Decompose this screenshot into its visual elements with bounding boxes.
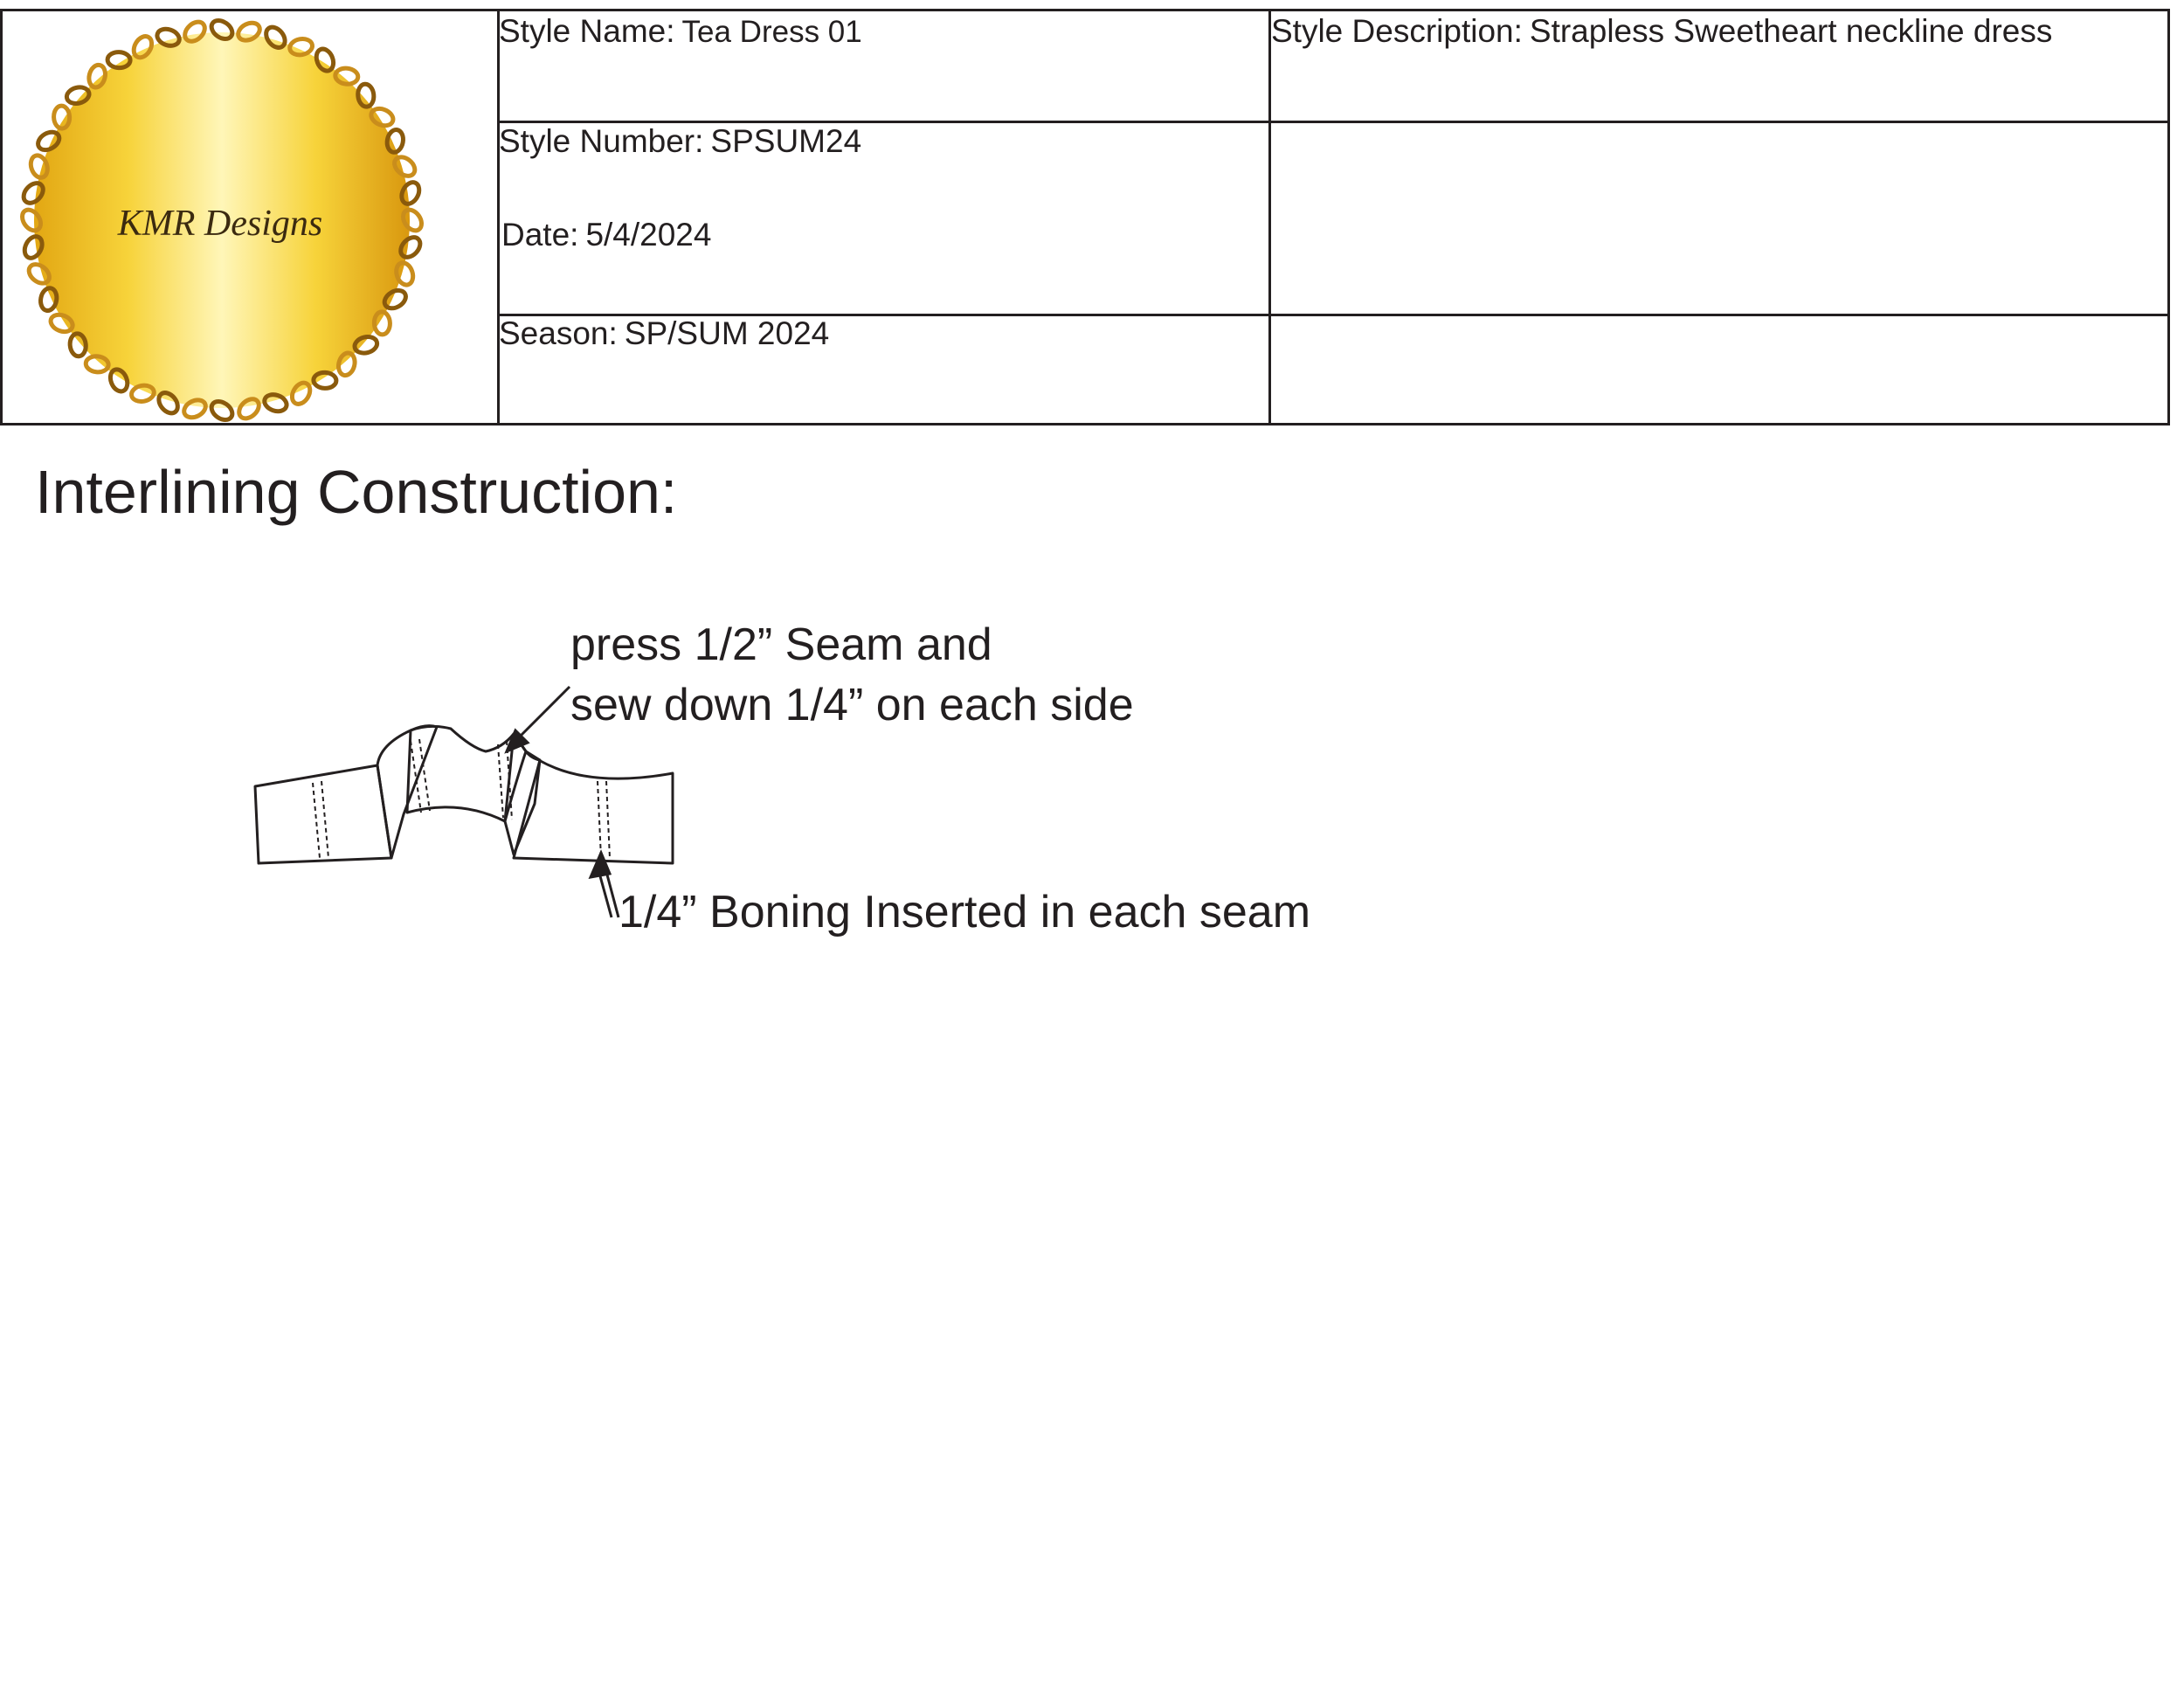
season-label: Season: — [499, 315, 618, 351]
seam-note-line-2: sew down 1/4” on each side — [570, 680, 1134, 730]
date-value: 5/4/2024 — [585, 217, 712, 253]
style-name-label: Style Name: — [499, 13, 675, 49]
season-field — [499, 317, 829, 349]
column-divider-2 — [1268, 11, 1271, 423]
kmr-designs-logo — [17, 15, 427, 425]
style-name-field — [499, 15, 862, 47]
style-number-value: SPSUM24 — [710, 123, 862, 159]
logo-text: KMR Designs — [117, 204, 323, 244]
style-description-field — [1271, 15, 2052, 47]
spec-header-table — [0, 9, 2170, 425]
style-description-label: Style Description: — [1271, 13, 1523, 49]
seam-note-line-1: press 1/2” Seam and — [570, 619, 992, 670]
center-front-panel — [407, 726, 526, 821]
style-number-label: Style Number: — [499, 123, 704, 159]
date-label: Date: — [501, 217, 579, 253]
seam-arrow — [507, 687, 570, 751]
column-divider-1 — [497, 11, 500, 423]
boning-note: 1/4” Boning Inserted in each seam — [619, 887, 1311, 937]
right-side-panel — [514, 751, 673, 863]
boning-arrow — [591, 853, 619, 917]
left-side-panel — [255, 765, 391, 863]
section-title: Interlining Construction: — [35, 458, 678, 526]
left-front-panel — [377, 726, 437, 858]
style-name-value: Tea Dress 01 — [681, 15, 862, 49]
right-front-panel — [505, 734, 540, 854]
season-value: SP/SUM 2024 — [624, 315, 830, 351]
date-field — [501, 218, 711, 251]
style-description-value: Strapless Sweetheart neckline dress — [1529, 13, 2053, 49]
style-number-field — [499, 125, 861, 157]
